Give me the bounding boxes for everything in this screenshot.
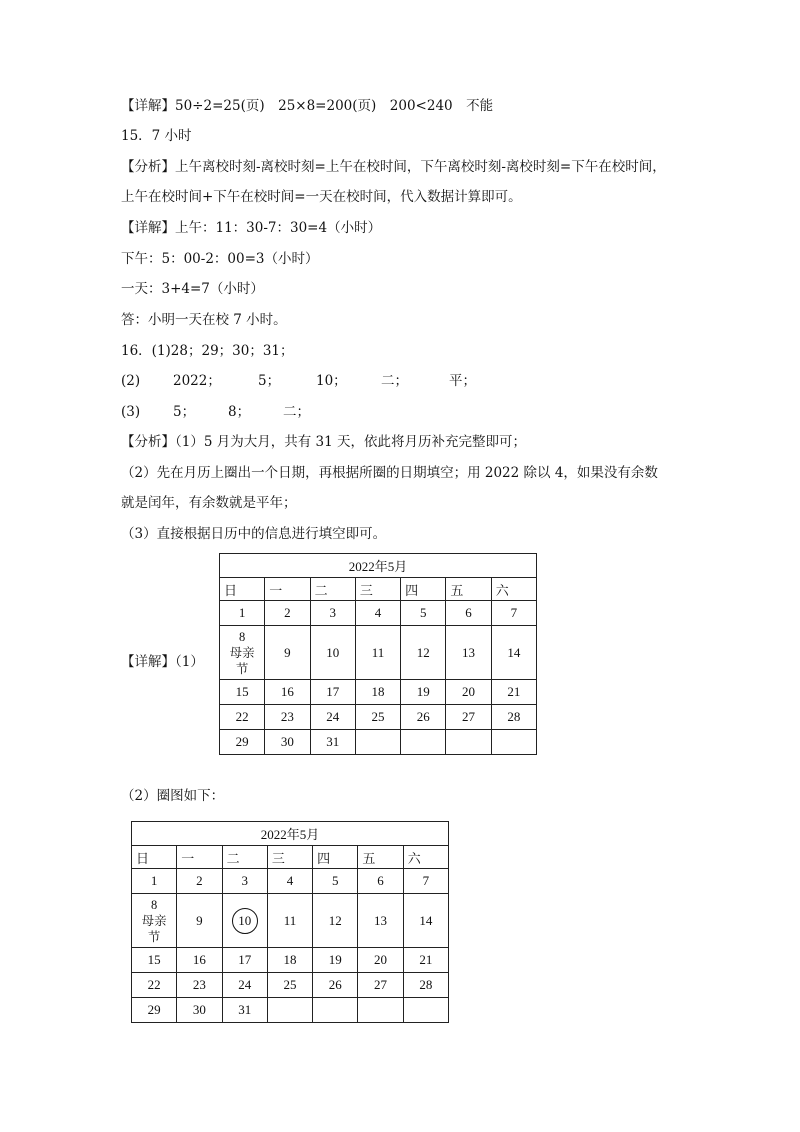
calendar-day-cell [220,626,265,680]
calendar-day-cell: 28 [491,705,536,730]
calendar-day-cell: 7 [491,601,536,626]
calendar-day-cell: 24 [222,973,267,998]
calendar-day-cell: 10 [310,626,355,680]
calendar-day-cell: 16 [177,948,222,973]
calendar-day-cell: 29 [220,730,265,755]
calendar-day-cell: 27 [446,705,491,730]
text-line: 15．7 小时 [121,128,192,144]
text-line: （2）先在月历上圈出一个日期，再根据所圈的日期填空；用 2022 除以 4，如果没有余数 [121,465,658,481]
answer-item: 8； [228,404,251,420]
text-line: 【详解】上午：11：30-7：30=4（小时） [121,220,382,236]
calendar-day-cell: 19 [401,680,446,705]
weekday-header: 二 [310,578,355,601]
calendar-day-cell: 19 [313,948,358,973]
calendar-day-cell: 4 [267,869,312,894]
text-line: 16．(1)28；29；30；31； [121,343,294,359]
weekday-header: 六 [403,846,448,869]
text-line: 【详解】50÷2=25(页) 25×8=200(页) 200<240 不能 [121,98,494,114]
holiday-note: 母亲 [229,645,255,660]
calendar-day-cell: 18 [355,680,400,705]
calendar-table [219,553,537,755]
calendar-day-cell: 31 [310,730,355,755]
holiday-note: 节 [147,929,161,944]
calendar-day-cell: 16 [265,680,310,705]
calendar-table-circled [131,821,449,1023]
weekday-header: 四 [401,578,446,601]
calendar-day-cell: 12 [313,894,358,948]
calendar-day-cell [401,730,446,755]
calendar-day-cell: 2 [177,869,222,894]
circled-day: 10 [232,908,258,934]
answer-item: 2022； [173,373,221,389]
calendar-day-cell: 22 [132,973,177,998]
answer-row-2 [121,371,489,391]
weekday-header: 一 [177,846,222,869]
calendar-day-cell [355,730,400,755]
calendar-day-cell: 23 [177,973,222,998]
calendar-title: 2022年5月 [220,554,537,578]
calendar-title: 2022年5月 [132,822,449,846]
calendar-day-cell: 24 [310,705,355,730]
calendar-day-cell [267,998,312,1023]
calendar-day-cell: 22 [220,705,265,730]
calendar-day-cell: 5 [313,869,358,894]
detail-label: 【详解】（1） [121,654,204,670]
day-number: 8 [239,629,246,644]
calendar-day-cell: 28 [403,973,448,998]
calendar-day-cell: 11 [355,626,400,680]
calendar-day-cell: 4 [355,601,400,626]
calendar-day-cell: 26 [401,705,446,730]
answer-row-3 [121,402,323,422]
calendar-day-cell: 30 [265,730,310,755]
calendar-day-cell: 5 [401,601,446,626]
calendar-day-cell: 9 [265,626,310,680]
calendar-day-cell [446,730,491,755]
calendar-day-cell: 11 [267,894,312,948]
calendar-day-cell [403,998,448,1023]
text-line: 一天：3+4=7（小时） [121,281,264,297]
answer-item: 10； [316,373,347,389]
calendar-day-cell: 18 [267,948,312,973]
calendar-day-cell: 12 [401,626,446,680]
calendar-day-cell: 14 [403,894,448,948]
calendar-day-cell: 20 [358,948,403,973]
weekday-header: 一 [265,578,310,601]
answer-item: (2) [121,373,141,389]
weekday-header: 六 [491,578,536,601]
answer-item: 5； [173,404,196,420]
weekday-header: 四 [313,846,358,869]
calendar-day-cell: 31 [222,998,267,1023]
day-number: 8 [151,897,158,912]
holiday-note: 母亲 [141,913,167,928]
calendar-day-cell [358,998,403,1023]
text-line: （3）直接根据日历中的信息进行填空即可。 [121,526,387,542]
calendar-day-cell: 2 [265,601,310,626]
circle-label: （2）圈图如下： [121,788,225,804]
calendar-day-cell: 1 [132,869,177,894]
text-line: 【分析】上午离校时刻-离校时刻=上午在校时间，下午离校时刻-离校时刻=下午在校时间， [121,159,666,175]
calendar-day-cell: 9 [177,894,222,948]
calendar-day-cell: 15 [132,948,177,973]
text-line: 答：小明一天在校 7 小时。 [121,312,287,328]
calendar-day-cell: 6 [446,601,491,626]
weekday-header: 三 [355,578,400,601]
calendar-day-cell: 29 [132,998,177,1023]
calendar-day-cell: 3 [222,869,267,894]
calendar-day-cell: 1 [220,601,265,626]
calendar-day-cell: 13 [358,894,403,948]
weekday-header: 日 [132,846,177,869]
calendar-day-cell [491,730,536,755]
calendar-day-cell: 7 [403,869,448,894]
calendar-day-cell: 6 [358,869,403,894]
text-line: 【分析】（1）5 月为大月，共有 31 天，依此将月历补充完整即可； [121,434,526,450]
calendar-day-cell: 26 [313,973,358,998]
calendar-day-cell: 25 [355,705,400,730]
calendar-day-cell [313,998,358,1023]
weekday-header: 五 [358,846,403,869]
weekday-header: 二 [222,846,267,869]
calendar-day-cell: 17 [310,680,355,705]
answer-item: 二； [381,373,408,389]
answer-item: 平； [449,373,476,389]
weekday-header: 日 [220,578,265,601]
weekday-header: 五 [446,578,491,601]
calendar-day-cell [222,894,267,948]
calendar-day-cell [132,894,177,948]
text-line: 上午在校时间+下午在校时间=一天在校时间，代入数据计算即可。 [121,189,522,205]
holiday-note: 节 [235,661,249,676]
calendar-day-cell: 23 [265,705,310,730]
calendar-day-cell: 13 [446,626,491,680]
calendar-day-cell: 30 [177,998,222,1023]
answer-item: 5； [258,373,281,389]
answer-item: 二； [283,404,310,420]
weekday-header: 三 [267,846,312,869]
calendar-day-cell: 21 [403,948,448,973]
calendar-day-cell: 14 [491,626,536,680]
calendar-day-cell: 20 [446,680,491,705]
calendar-day-cell: 17 [222,948,267,973]
text-line: 下午：5：00-2：00=3（小时） [121,251,319,267]
calendar-day-cell: 27 [358,973,403,998]
answer-item: (3) [121,404,141,420]
text-line: 就是闰年，有余数就是平年； [121,495,297,511]
calendar-day-cell: 3 [310,601,355,626]
calendar-day-cell: 25 [267,973,312,998]
calendar-day-cell: 15 [220,680,265,705]
calendar-day-cell: 21 [491,680,536,705]
